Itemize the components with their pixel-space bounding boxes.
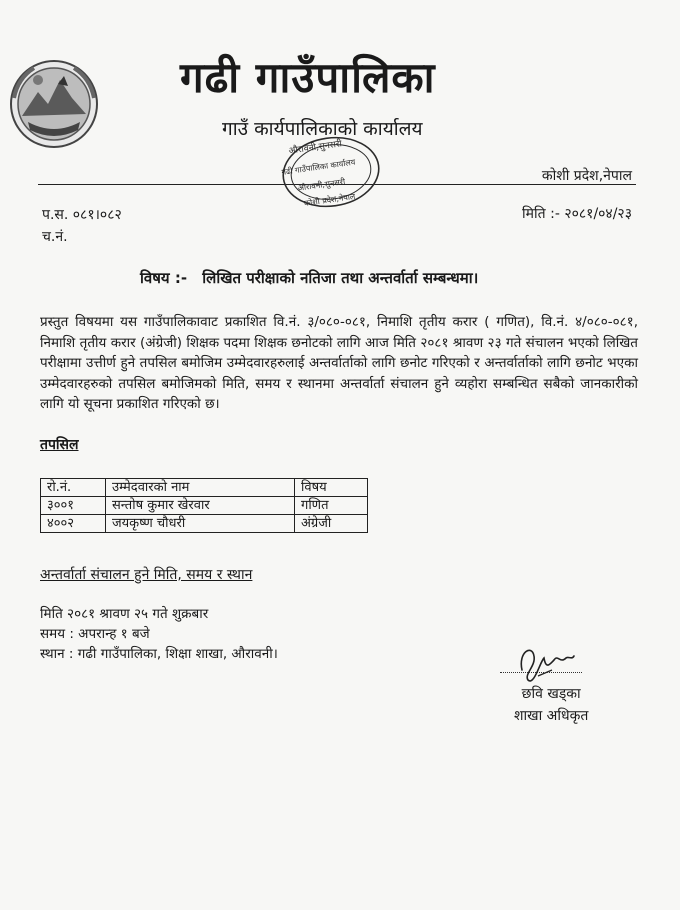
table-cell: अंग्रेजी xyxy=(295,515,368,533)
table-row xyxy=(41,515,368,533)
table-cell: गणित xyxy=(295,497,368,515)
office-title: गढी गाउँपालिका xyxy=(180,53,436,102)
table-cell: ४००२ xyxy=(41,515,106,533)
signatory-name: छवि खड्का xyxy=(521,686,581,702)
stamp-line-3: औरावनी,सुनसरी xyxy=(297,177,346,193)
signature-line xyxy=(500,672,582,673)
interview-place: स्थान : गढी गाउँपालिका, शिक्षा शाखा, औरावनी। xyxy=(40,646,278,662)
table-row xyxy=(41,497,368,515)
interview-heading: अन्तर्वार्ता संचालन हुने मिति, समय र स्थान xyxy=(40,567,253,583)
stamp-line-1: औरावनी,सुनसरी xyxy=(288,139,343,157)
table-header-cell: विषय xyxy=(295,479,368,497)
tapsil-heading: तपसिल xyxy=(40,437,79,453)
nepal-government-emblem xyxy=(8,58,100,150)
notice-body: प्रस्तुत विषयमा यस गाउँपालिकावाट प्रकाशित वि.नं. ३/०८०-०८१, निमाशि तृतीय करार ( गणित), वि.नं. ४/०८०-०८१, निमाशि तृतीय करार (अंग्रेजी) शिक्षक पदमा शिक्षक छनोटको लागि आज मिति २०८१ श्रावण २३ गते संचालन भएको लिखित परीक्षामा उत्तीर्ण हुने तपसिल बमोजिम उम्मेदवारहरुलाई अन्तर्वार्ताको लागि छनोट गरिएको र अन्तर्वार्ताको लागि छनोट भएका उम्मेदवारहरुको तपसिल बमोजिमको मिति, समय र स्थानमा अन्तर्वार्ता संचालन हुने व्यहोरा सम्बन्धित सबैको जानकारीको लागि यो सूचना प्रकाशित गरिएको छ। xyxy=(40,314,638,412)
office-subtitle: गाउँ कार्यपालिकाको कार्यालय xyxy=(222,118,423,140)
table-header-cell: उम्मेदवारको नाम xyxy=(106,479,295,497)
table-cell: सन्तोष कुमार खेरवार xyxy=(106,497,295,515)
office-stamp xyxy=(272,132,390,216)
stamp-line-2: गढी गाउँपालिका कार्यालय xyxy=(280,157,356,177)
table-header-row xyxy=(41,479,368,497)
signatory-block xyxy=(514,683,588,727)
table-cell: ३००१ xyxy=(41,497,106,515)
handwritten-signature xyxy=(510,640,580,686)
subject-line xyxy=(140,268,478,288)
patra-sankhya: प.स. ०८१।०८२ xyxy=(42,207,122,223)
interview-date: मिति २०८१ श्रावण २५ गते शुक्रबार xyxy=(40,606,209,622)
chalani-number: च.नं. xyxy=(42,229,68,245)
results-table xyxy=(40,478,368,533)
signatory-designation: शाखा अधिकृत xyxy=(514,708,589,724)
interview-details xyxy=(40,604,278,664)
letter-date: मिति :- २०८१/०४/२३ xyxy=(522,206,632,222)
stamp-line-4: कोशी प्रदेश,नेपाल xyxy=(303,191,356,209)
table-cell: जयकृष्ण चौधरी xyxy=(106,515,295,533)
table-header-cell: रो.नं. xyxy=(41,479,106,497)
reference-block xyxy=(42,204,122,248)
subject-text: लिखित परीक्षाको नतिजा तथा अन्तर्वार्ता सम्बन्धमा। xyxy=(202,269,479,287)
province-label: कोशी प्रदेश,नेपाल xyxy=(541,168,632,184)
interview-time: समय : अपरान्ह १ बजे xyxy=(40,626,150,642)
subject-label: विषय :- xyxy=(140,269,188,287)
